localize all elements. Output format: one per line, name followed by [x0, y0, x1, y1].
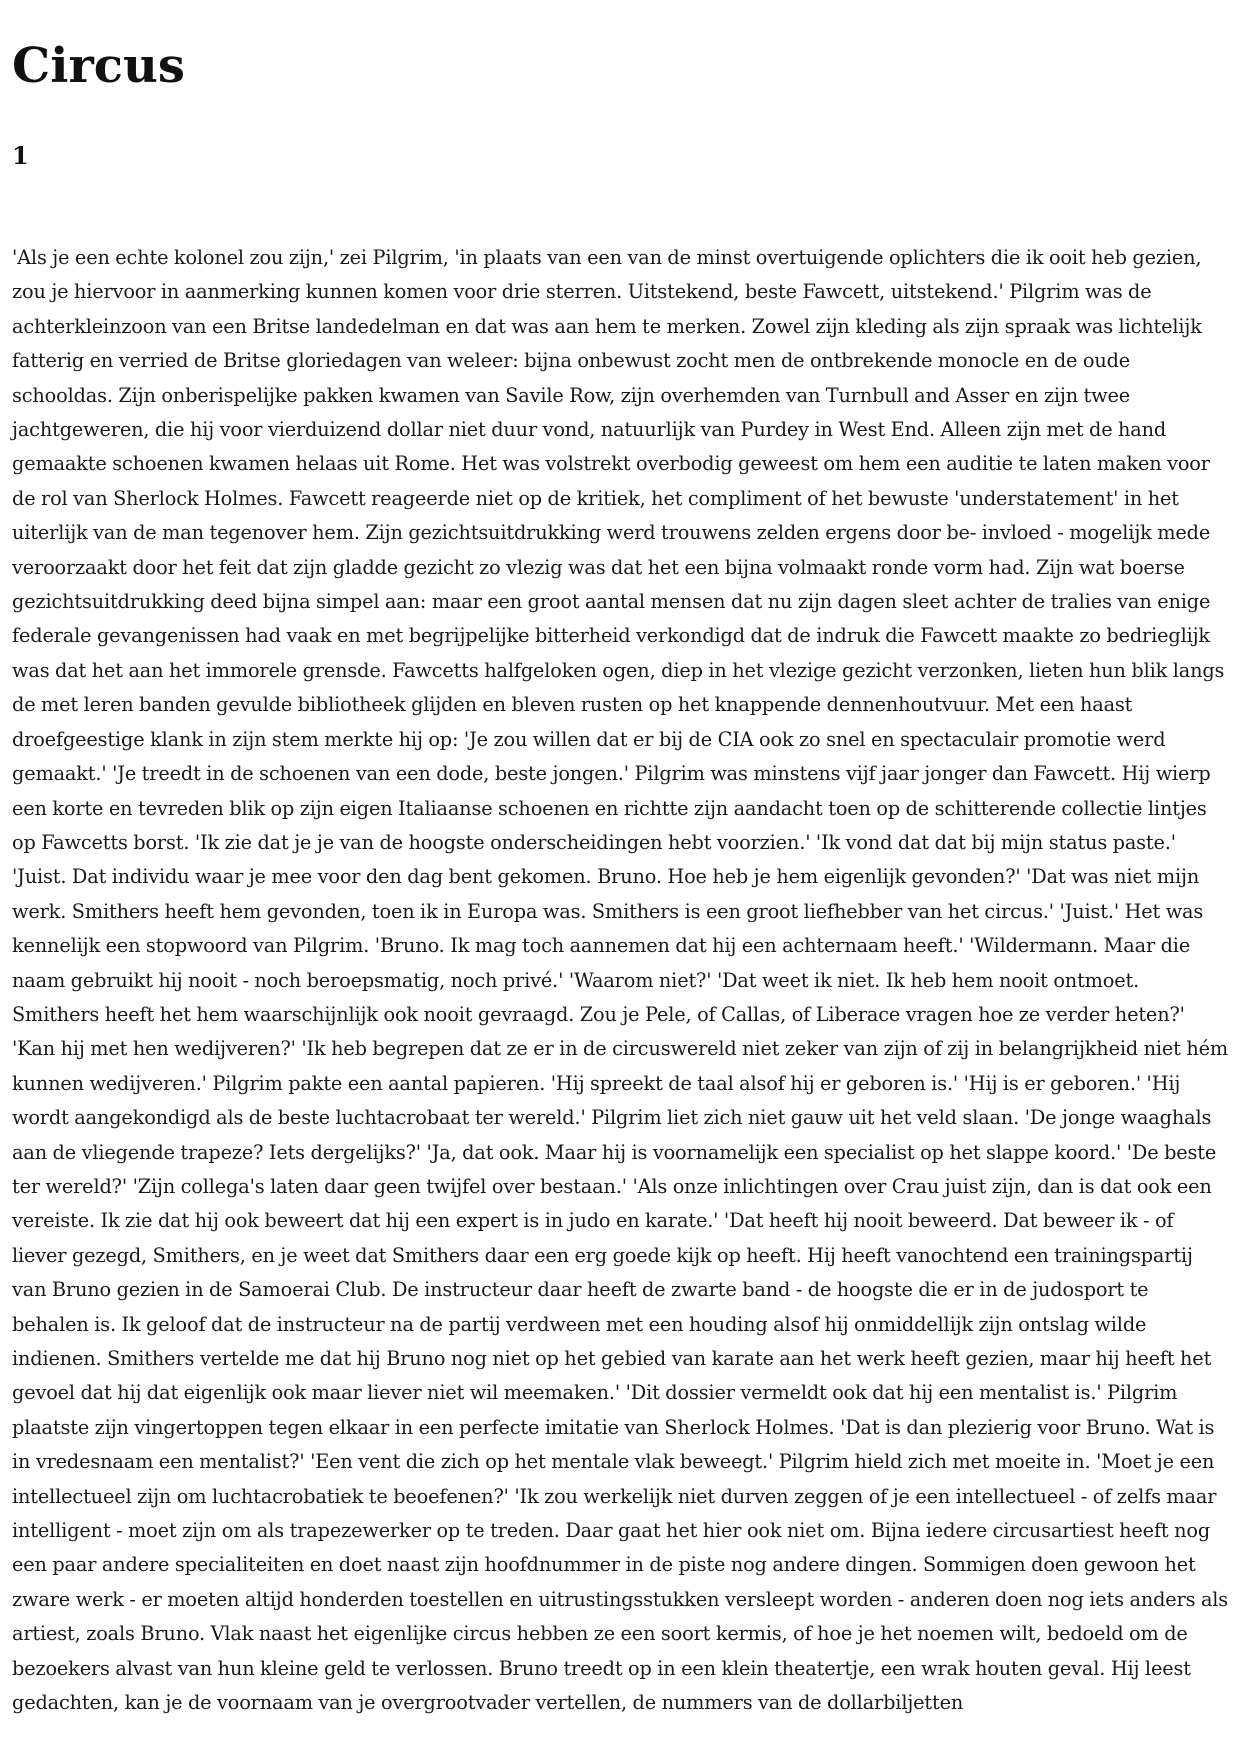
chapter-number: 1 — [12, 141, 29, 170]
book-title: Circus — [12, 38, 185, 94]
body-paragraph: 'Als je een echte kolonel zou zijn,' zei Pilgrim, 'in plaats van een van de minst overtuigende oplichters die ik ooit heb gezien, zou je hiervoor in aanmerking kunnen komen voor drie sterren. Uitstekend, beste Fawcett, uitstekend.' Pilgrim was de achterkleinzoon van een Britse landedelman en dat was aan hem te merken. Zowel zijn kleding als zijn spraak was lichtelijk fatterig en verried de Britse gloriedagen van weleer: bijna onbewust zocht men de ontbrekende monocle en de oude schooldas. Zijn onberispelijke pakken kwamen van Savile Row, zijn overhemden van Turnbull and Asser en zijn twee jachtgeweren, die hij voor vierduizend dollar niet duur vond, natuurlijk van Purdey in West End. Alleen zijn met de hand gemaakte schoenen kwamen helaas uit Rome. Het was volstrekt overbodig geweest om hem een auditie te laten maken voor de rol van Sherlock Holmes. Fawcett reageerde niet op de kritiek, het compliment of het bewuste 'understatement' in het uiterlijk van de man tegenover hem. Zijn gezichtsuitdrukking werd trouwens zelden ergens door be- invloed - mogelijk mede veroorzaakt door het feit dat zijn gladde gezicht zo vlezig was dat het een bijna volmaakt ronde vorm had. Zijn wat boerse gezichtsuitdrukking deed bijna simpel aan: maar een groot aantal mensen dat nu zijn dagen sleet achter de tralies van enige federale gevangenissen had vaak en met begrijpelijke bitterheid verkondigd dat de indruk die Fawcett maakte zo bedrieglijk was dat het aan het immorele grensde. Fawcetts halfgeloken ogen, diep in het vlezige gezicht verzonken, lieten hun blik langs de met leren banden gevulde bibliotheek glijden en bleven rusten op het knappende dennenhoutvuur. Met een haast droefgeestige klank in zijn stem merkte hij op: 'Je zou willen dat er bij de CIA ook zo snel en spectaculair promotie werd gemaakt.' 'Je treedt in de schoenen van een dode, beste jongen.' Pilgrim was minstens vijf jaar jonger dan Fawcett. Hij wierp een korte en tevreden blik op zijn eigen Italiaanse schoenen en richtte zijn aandacht toen op de schitterende collectie lintjes op Fawcetts borst. 'Ik zie dat je je van de hoogste onderscheidingen hebt voorzien.' 'Ik vond dat dat bij mijn status paste.' 'Juist. Dat individu waar je mee voor den dag bent gekomen. Bruno. Hoe heb je hem eigenlijk gevonden?' 'Dat was niet mijn werk. Smithers heeft hem gevonden, toen ik in Europa was. Smithers is een groot liefhebber van het circus.' 'Juist.' Het was kennelijk een stopwoord van Pilgrim. 'Bruno. Ik mag toch aannemen dat hij een achternaam heeft.' 'Wildermann. Maar die naam gebruikt hij nooit - noch beroepsmatig, noch privé.' 'Waarom niet?' 'Dat weet ik niet. Ik heb hem nooit ontmoet. Smithers heeft het hem waarschijnlijk ook nooit gevraagd. Zou je Pele, of Callas, of Liberace vragen hoe ze verder heten?' 'Kan hij met hen wedijveren?' 'Ik heb begrepen dat ze er in de circuswereld niet zeker van zijn of zij in belangrijkheid niet hém kunnen wedijveren.' Pilgrim pakte een aantal papieren. 'Hij spreekt de taal alsof hij er geboren is.' 'Hij is er geboren.' 'Hij wordt aangekondigd als de beste luchtacrobaat ter wereld.' Pilgrim liet zich niet gauw uit het veld slaan. 'De jonge waaghals aan de vliegende trapeze? Iets dergelijks?' 'Ja, dat ook. Maar hij is voornamelijk een specialist op het slappe koord.' 'De beste ter wereld?' 'Zijn collega's laten daar geen twijfel over bestaan.' 'Als onze inlichtingen over Crau juist zijn, dan is dat ook een vereiste. Ik zie dat hij ook beweert dat hij een expert is in judo en karate.' 'Dat heeft hij nooit beweerd. Dat beweer ik - of liever gezegd, Smithers, en je weet dat Smithers daar een erg goede kijk op heeft. Hij heeft vanochtend een trainingspartij van Bruno gezien in de Samoerai Club. De instructeur daar heeft de zwarte band - de hoogste die er in de judosport te behalen is. Ik geloof dat de instructeur na de partij verdween met een houding alsof hij onmiddellijk zijn ontslag wilde indienen. Smithers vertelde me dat hij Bruno nog niet op het gebied van karate aan het werk heeft gezien, maar hij heeft het gevoel dat hij dat eigenlijk ook maar liever niet wil meemaken.' 'Dit dossier vermeldt ook dat hij een mentalist is.' Pilgrim plaatste zijn vingertoppen tegen elkaar in een perfecte imitatie van Sherlock Holmes. 'Dat is dan plezierig voor Bruno. Wat is in vredesnaam een mentalist?' 'Een vent die zich op het mentale vlak beweegt.' Pilgrim hield zich met moeite in. 'Moet je een intellectueel zijn om luchtacrobatiek te beoefenen?' 'Ik zou werkelijk niet durven zeggen of je een intellectueel - of zelfs maar intelligent - moet zijn om als trapezewerker op te treden. Daar gaat het hier ook niet om. Bijna iedere circusartiest heeft nog een paar andere specialiteiten en doet naast zijn hoofdnummer in de piste nog andere dingen. Sommigen doen gewoon het zware werk - er moeten altijd honderden toestellen en uitrustingsstukken versleept worden - anderen doen nog iets anders als artiest, zoals Bruno. Vlak naast het eigenlijke circus hebben ze een soort kermis, of hoe je het noemen wilt, bedoeld om de bezoekers alvast van hun kleine geld te verlossen. Bruno treedt op in een klein theatertje, een wrak houten geval. Hij leest gedachten, kan je de voornaam van je overgrootvader vertellen, de nummers van de dollarbiljetten — [12, 246, 1229, 1715]
